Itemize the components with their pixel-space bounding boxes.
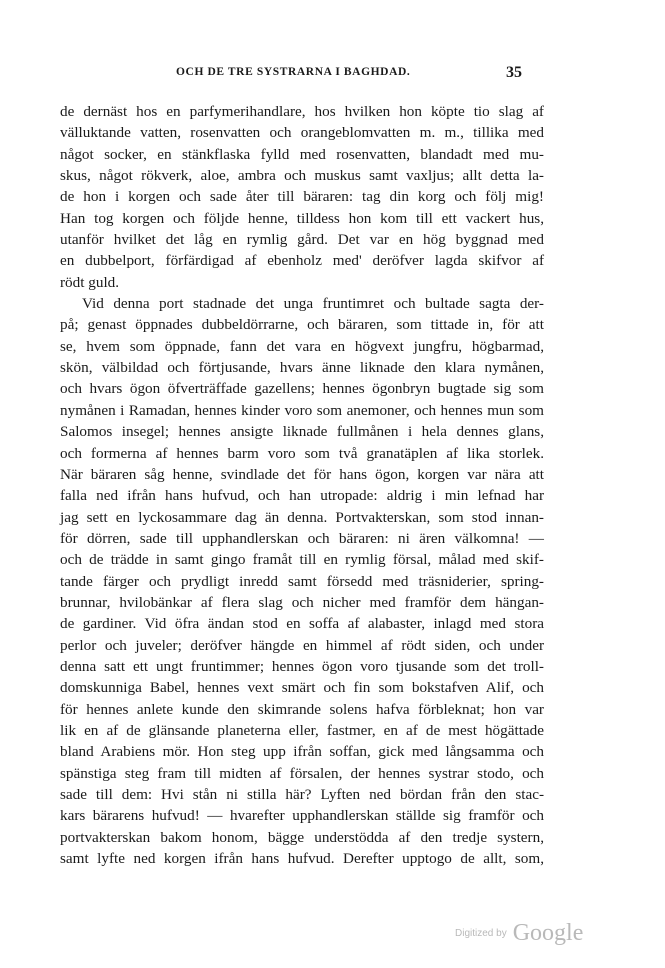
text-line: brunnar, hvilobänkar af flera slag och nicher med framför dem hängan- xyxy=(60,593,544,611)
text-line: sade till dem: Hvi stån ni stilla här? Lyften ned bördan från den stac- xyxy=(60,786,544,803)
text-line: en dubbelport, förfärdigad af ebenholz med' deröfver lagda skifvor af xyxy=(60,252,544,270)
text-line: jag sett en lyckosammare dag än denna. Portvakterskan, som stod innan- xyxy=(60,508,544,526)
text-line: falla ned ifrån hans hufvud, och han utropade: aldrig i min lefnad har xyxy=(60,487,544,505)
text-line: nymånen i Ramadan, hennes kinder voro som anemoner, och hennes mun som xyxy=(60,401,544,419)
text-line: Salomos insegel; hennes ansigte liknade fullmånen i hela dennes glans, xyxy=(60,423,544,441)
digitized-watermark xyxy=(455,920,583,947)
text-line: se, hvem som öppnade, fann det vara en högvext jungfru, högbarmad, xyxy=(60,337,544,355)
text-line: för hennes anlete kunde den skimrande solens hafva förbleknat; hon var xyxy=(60,700,544,718)
text-line: När bäraren såg henne, svindlade det för hans ögon, korgen var nära att xyxy=(60,465,544,483)
text-line: tande färger och prydligt inredd samt försedd med träsniderier, spring- xyxy=(60,572,544,590)
text-line: och hvars ögon öfverträffade gazellens; hennes ögonbryn bugtade sig som xyxy=(60,380,544,398)
watermark-prefix: Digitized by xyxy=(455,928,507,939)
text-line: spänstiga steg fram till midten af försalen, der hennes systrar stodo, och xyxy=(60,764,544,782)
google-logo: Google xyxy=(512,920,584,946)
text-line: domskunniga Babel, hennes vext smärt och fin som bokstafven Alif, och xyxy=(60,679,544,697)
text-line: för dörren, sade till upphandlerskan och bäraren: ni ären välkomna! — xyxy=(60,529,544,547)
text-line: portvakterskan bakom honom, bägge understödda af den tredje systern, xyxy=(60,828,544,846)
text-line: lik en af de glänsande planeterna eller, fastmer, en af de mest högättade xyxy=(60,721,544,739)
text-line: rödt guld. xyxy=(60,273,120,291)
page-number: 35 xyxy=(506,64,522,81)
text-line: bland Arabiens mör. Hon steg upp ifrån soffan, gick med långsamma och xyxy=(60,743,544,761)
text-line: välluktande vatten, rosenvatten och orangeblomvatten m. m., tillika med xyxy=(60,124,544,142)
text-line: utanför hvilket det låg en rymlig gård. Det var en hög byggnad med xyxy=(60,231,544,249)
body-text xyxy=(60,101,544,869)
text-line: de gardiner. Vid öfra ändan stod en soffa af alabaster, inlagd med stora xyxy=(60,615,544,633)
text-line: denna satt ett ungt fruntimmer; hennes ögon voro tjusande som det troll- xyxy=(60,657,544,675)
text-line: de hon i korgen och sade åter till bäraren: tag din korg och följ mig! xyxy=(60,188,544,206)
text-line: skus, något rökverk, aloe, ambra och muskus samt vaxljus; allt detta la- xyxy=(60,167,544,185)
text-line: perlor och juveler; deröfver hängde en himmel af rödt siden, och under xyxy=(60,636,544,654)
text-line: och de trädde in samt gingo framåt till en rymlig försal, målad med skif- xyxy=(60,551,544,569)
text-line: de dernäst hos en parfymerihandlare, hos hvilken hon köpte tio slag af xyxy=(60,103,544,120)
text-line: samt lyfte ned korgen ifrån hans hufvud. Derefter upptogo de allt, som, xyxy=(60,850,544,868)
text-line: och formerna af hennes barm voro som två granatäplen af lika storlek. xyxy=(60,444,544,462)
text-line: skön, välbildad och förtjusande, hvars änne liknade den klara nymånen, xyxy=(60,359,544,377)
page-header xyxy=(0,64,665,84)
paragraph-start-line: Vid denna port stadnade det unga fruntimret och bultade sagta der- xyxy=(82,295,544,313)
text-line: på; genast öppnades dubbeldörrarne, och bäraren, som tittade in, för att xyxy=(60,316,544,334)
text-line: något socker, en stänkflaska fylld med rosenvatten, blandadt med mu- xyxy=(60,145,544,163)
text-line: kars bärarens hufvud! — hvarefter upphandlerskan ställde sig framför och xyxy=(60,807,544,825)
text-line: Han tog korgen och följde henne, tilldess hon kom till ett vackert hus, xyxy=(60,209,544,227)
running-head: OCH DE TRE SYSTRARNA I BAGHDAD. xyxy=(176,66,411,78)
